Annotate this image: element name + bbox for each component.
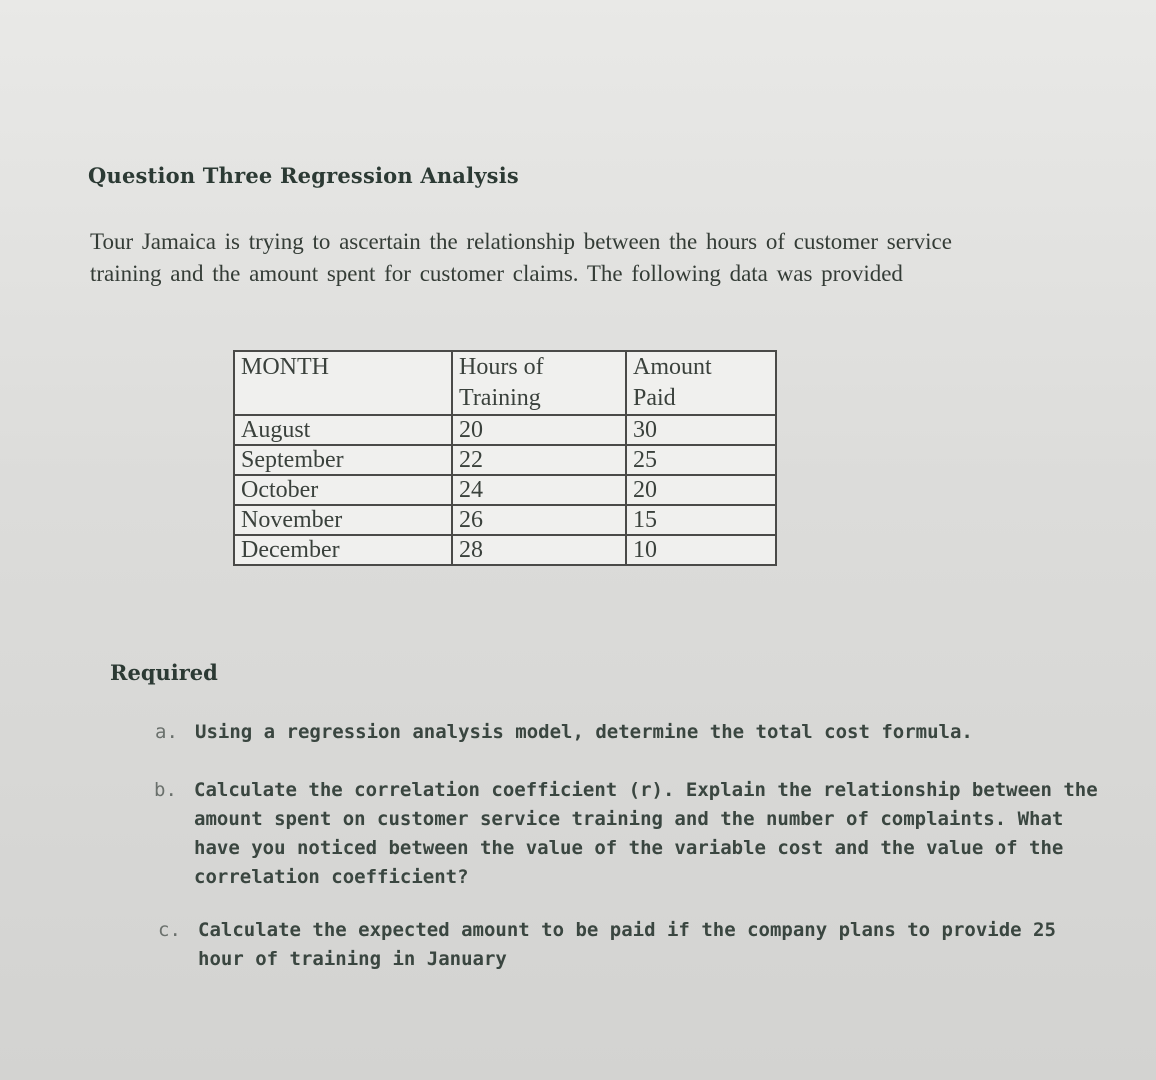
cell-hours: 24 — [452, 475, 626, 505]
question-title: Question Three Regression Analysis — [88, 163, 519, 188]
data-table — [233, 350, 777, 566]
cell-amount: 15 — [626, 505, 776, 535]
header-month — [234, 351, 452, 415]
header-hours — [452, 351, 626, 415]
table-row — [234, 505, 776, 535]
question-b-line: amount spent on customer service training and the number of complaints. What — [194, 808, 1064, 830]
question-a-line: Using a regression analysis model, determine the total cost formula. — [195, 721, 973, 743]
header-amount-line2: Paid — [633, 385, 676, 411]
question-b-line: Calculate the correlation coefficient (r). Explain the relationship between the — [194, 779, 1098, 801]
table-row — [234, 475, 776, 505]
header-month-label: MONTH — [241, 354, 329, 380]
cell-month: November — [234, 505, 452, 535]
question-c — [158, 916, 1058, 974]
question-c-line: Calculate the expected amount to be paid if the company plans to provide 25 — [198, 919, 1056, 941]
question-c-line: hour of training in January — [198, 948, 507, 970]
question-a — [155, 718, 1075, 747]
cell-month: October — [234, 475, 452, 505]
table-row — [234, 415, 776, 445]
question-b-line: correlation coefficient? — [194, 866, 469, 888]
intro-paragraph — [90, 226, 1100, 290]
header-amount-line1: Amount — [633, 354, 712, 380]
table-row — [234, 535, 776, 565]
cell-hours: 20 — [452, 415, 626, 445]
cell-month: August — [234, 415, 452, 445]
table-header-row — [234, 351, 776, 415]
question-b-marker: b. — [154, 779, 177, 801]
cell-hours: 26 — [452, 505, 626, 535]
cell-amount: 10 — [626, 535, 776, 565]
intro-line: Tour Jamaica is trying to ascertain the relationship between the hours of customer service — [90, 229, 952, 254]
question-b — [154, 776, 1098, 892]
question-a-marker: a. — [155, 721, 178, 743]
question-c-marker: c. — [158, 919, 181, 941]
cell-amount: 25 — [626, 445, 776, 475]
header-amount — [626, 351, 776, 415]
cell-amount: 20 — [626, 475, 776, 505]
required-heading: Required — [110, 660, 218, 685]
cell-amount: 30 — [626, 415, 776, 445]
header-hours-line2: Training — [459, 385, 541, 411]
cell-month: December — [234, 535, 452, 565]
intro-line: training and the amount spent for customer claims. The following data was provided — [90, 261, 903, 286]
cell-hours: 22 — [452, 445, 626, 475]
cell-hours: 28 — [452, 535, 626, 565]
question-b-line: have you noticed between the value of the variable cost and the value of the — [194, 837, 1064, 859]
header-hours-line1: Hours of — [459, 354, 544, 380]
cell-month: September — [234, 445, 452, 475]
table-row — [234, 445, 776, 475]
